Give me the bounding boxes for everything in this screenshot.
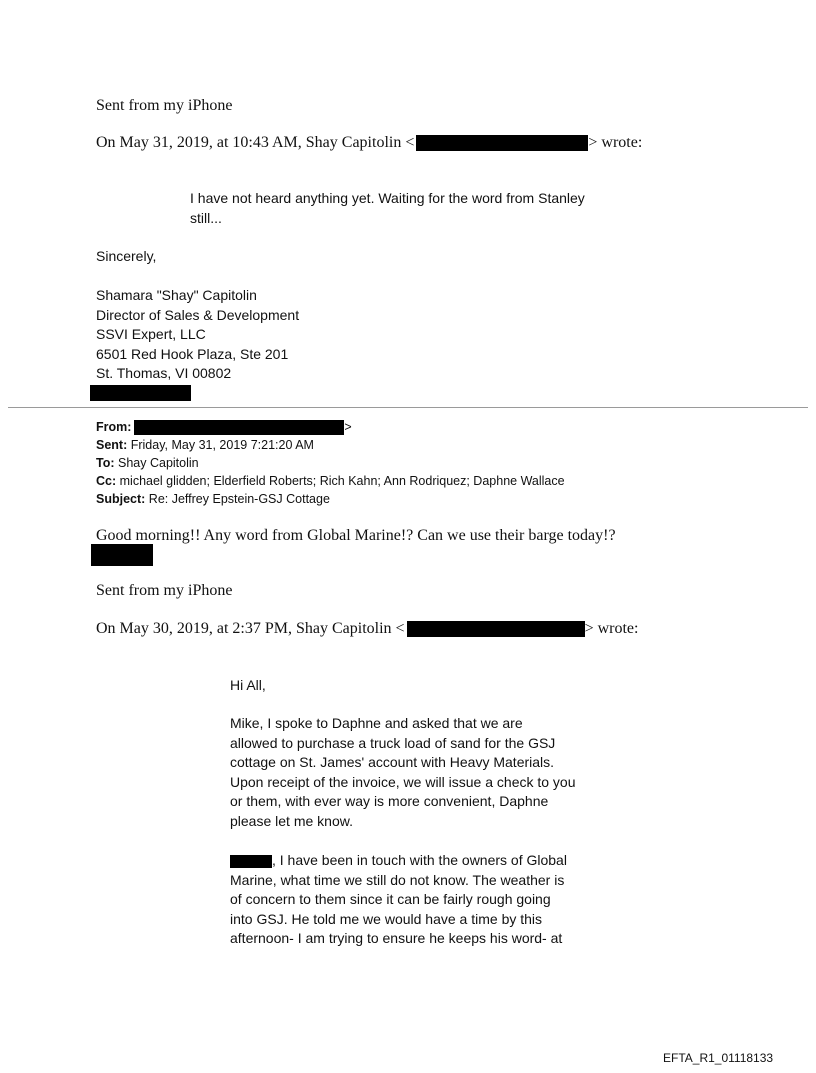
quoted-p2-line: Marine, what time we still do not know. The weather is [230, 871, 565, 888]
subject-label: Subject: [96, 492, 146, 506]
quoted-greeting: Hi All, [230, 677, 266, 693]
quoted-paragraph-1 [230, 714, 576, 831]
to-label: To: [96, 456, 115, 470]
quoted-p1-line: or them, with ever way is more convenient, Daphne [230, 793, 549, 809]
quoted-p2-first-text: , I have been in touch with the owners of Global [272, 852, 567, 868]
quoted-p1-line: Upon receipt of the invoice, we will issue a check to you [230, 773, 576, 790]
header-from [96, 418, 565, 436]
wrote-line-1-suffix: > wrote: [588, 134, 643, 151]
redaction-sender-signature [91, 544, 153, 566]
wrote-line-2-prefix: On May 30, 2019, at 2:37 PM, Shay Capitolin < [96, 620, 405, 637]
quoted-p1-line: please let me know. [230, 812, 353, 829]
header-cc [96, 472, 565, 490]
signature-address: 6501 Red Hook Plaza, Ste 201 [96, 345, 289, 362]
cc-label: Cc: [96, 474, 117, 488]
to-value: Shay Capitolin [118, 456, 199, 470]
divider-line [8, 407, 808, 408]
sent-from-iphone-2: Sent from my iPhone [96, 582, 233, 599]
header-to [96, 454, 565, 472]
sent-from-iphone-1: Sent from my iPhone [96, 97, 233, 114]
signature-title: Director of Sales & Development [96, 306, 300, 323]
redaction-recipient-name [230, 855, 272, 868]
signature-block [96, 286, 299, 384]
cc-value: michael glidden; Elderfield Roberts; Rich Kahn; Ann Rodriquez; Daphne Wallace [119, 474, 565, 488]
document-id-footer: EFTA_R1_01118133 [663, 1051, 774, 1065]
message-line: Good morning!! Any word from Global Marine!? Can we use their barge today!? [96, 527, 616, 544]
wrote-line-1 [96, 134, 642, 152]
header-sent [96, 436, 565, 454]
sent-label: Sent: [96, 438, 128, 452]
quoted-p1-line: cottage on St. James' account with Heavy Materials. [230, 754, 555, 770]
redaction-from [134, 420, 344, 435]
subject-value: Re: Jeffrey Epstein-GSJ Cottage [148, 492, 330, 506]
wrote-line-2-suffix: > wrote: [584, 620, 639, 637]
signature-company: SSVI Expert, LLC [96, 326, 206, 342]
redaction-email-2 [407, 621, 585, 637]
sent-value: Friday, May 31, 2019 7:21:20 AM [130, 438, 314, 452]
reply-body-line: still... [190, 209, 222, 226]
quoted-p1-line: allowed to purchase a truck load of sand for the GSJ [230, 734, 556, 751]
reply-body-line: I have not heard anything yet. Waiting for the word from Stanley [190, 190, 585, 206]
redaction-signature [90, 385, 191, 401]
signature-name: Shamara "Shay" Capitolin [96, 287, 257, 303]
wrote-line-1-prefix: On May 31, 2019, at 10:43 AM, Shay Capitolin < [96, 134, 415, 151]
signature-closing: Sincerely, [96, 248, 157, 264]
wrote-line-2 [96, 620, 638, 638]
quoted-p2-line: afternoon- I am trying to ensure he keeps his word- at [230, 930, 563, 946]
quoted-p2-first-line [230, 851, 567, 871]
redaction-email-1 [416, 135, 588, 151]
signature-city: St. Thomas, VI 00802 [96, 365, 232, 381]
quoted-p2-line: of concern to them since it can be fairly rough going [230, 891, 551, 907]
quoted-p1-line: Mike, I spoke to Daphne and asked that we are [230, 715, 523, 731]
header-subject [96, 490, 565, 508]
quoted-p2-line: into GSJ. He told me we would have a time by this [230, 910, 543, 927]
reply-body [190, 189, 585, 228]
quoted-paragraph-2 [230, 851, 567, 949]
from-suffix: > [344, 420, 352, 434]
from-label: From: [96, 420, 132, 434]
email-header [96, 418, 565, 508]
